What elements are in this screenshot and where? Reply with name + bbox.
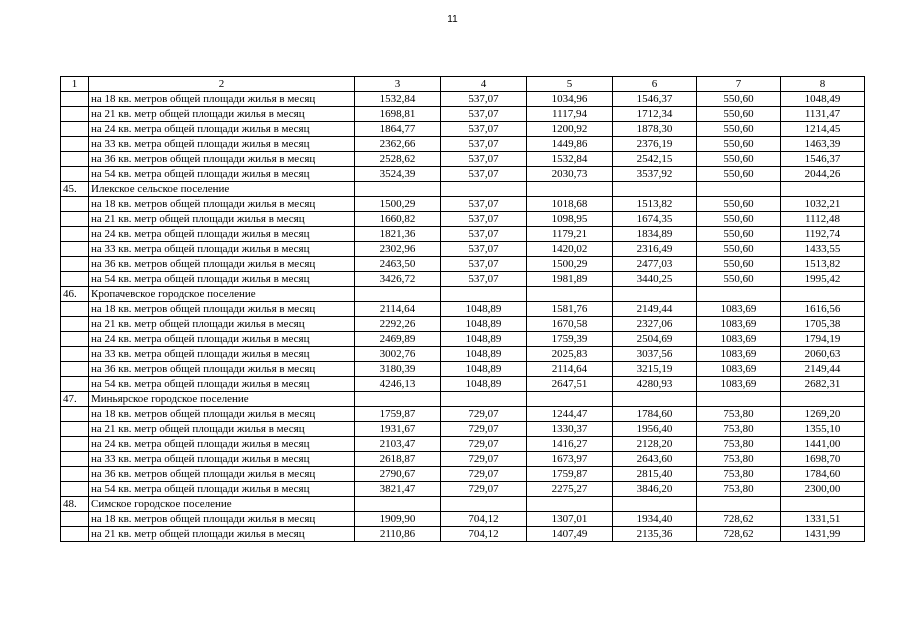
- table-row: [61, 167, 865, 182]
- value-cell: 1192,74: [781, 227, 865, 242]
- row-label: на 24 кв. метра общей площади жилья в месяц: [89, 332, 355, 347]
- empty-cell: [355, 497, 441, 512]
- value-cell: 1112,48: [781, 212, 865, 227]
- header-cell: 2: [89, 77, 355, 92]
- value-cell: 753,80: [697, 452, 781, 467]
- table-row: [61, 107, 865, 122]
- empty-cell: [61, 227, 89, 242]
- row-label: на 21 кв. метр общей площади жилья в месяц: [89, 527, 355, 542]
- row-label: на 33 кв. метра общей площади жилья в месяц: [89, 347, 355, 362]
- value-cell: 2300,00: [781, 482, 865, 497]
- table-row: [61, 527, 865, 542]
- value-cell: 1794,19: [781, 332, 865, 347]
- value-cell: 2618,87: [355, 452, 441, 467]
- value-cell: 2302,96: [355, 242, 441, 257]
- empty-cell: [527, 182, 613, 197]
- value-cell: 550,60: [697, 122, 781, 137]
- row-label: на 18 кв. метров общей площади жилья в месяц: [89, 197, 355, 212]
- value-cell: 1048,89: [441, 332, 527, 347]
- value-cell: 1200,92: [527, 122, 613, 137]
- value-cell: 1670,58: [527, 317, 613, 332]
- empty-cell: [697, 182, 781, 197]
- value-cell: 3426,72: [355, 272, 441, 287]
- value-cell: 1934,40: [613, 512, 697, 527]
- value-cell: 2149,44: [781, 362, 865, 377]
- table-row: [61, 512, 865, 527]
- value-cell: 704,12: [441, 527, 527, 542]
- value-cell: 537,07: [441, 212, 527, 227]
- value-cell: 2477,03: [613, 257, 697, 272]
- value-cell: 550,60: [697, 137, 781, 152]
- table-row: [61, 197, 865, 212]
- value-cell: 1546,37: [781, 152, 865, 167]
- row-label: на 33 кв. метра общей площади жилья в месяц: [89, 452, 355, 467]
- empty-cell: [441, 392, 527, 407]
- table-row: [61, 212, 865, 227]
- row-label: на 36 кв. метров общей площади жилья в месяц: [89, 467, 355, 482]
- value-cell: 1117,94: [527, 107, 613, 122]
- row-label: на 18 кв. метров общей площади жилья в месяц: [89, 407, 355, 422]
- section-number: 48.: [61, 497, 89, 512]
- empty-cell: [61, 422, 89, 437]
- value-cell: 1441,00: [781, 437, 865, 452]
- value-cell: 1532,84: [355, 92, 441, 107]
- section-title: Миньярское городское поселение: [89, 392, 355, 407]
- value-cell: 1032,21: [781, 197, 865, 212]
- value-cell: 1083,69: [697, 317, 781, 332]
- row-label: на 54 кв. метра общей площади жилья в месяц: [89, 167, 355, 182]
- empty-cell: [61, 482, 89, 497]
- table-body: [61, 77, 865, 542]
- value-cell: 1083,69: [697, 332, 781, 347]
- value-cell: 753,80: [697, 482, 781, 497]
- empty-cell: [613, 392, 697, 407]
- value-cell: 537,07: [441, 152, 527, 167]
- value-cell: 537,07: [441, 92, 527, 107]
- value-cell: 3440,25: [613, 272, 697, 287]
- value-cell: 537,07: [441, 137, 527, 152]
- value-cell: 1513,82: [613, 197, 697, 212]
- section-number: 47.: [61, 392, 89, 407]
- value-cell: 2362,66: [355, 137, 441, 152]
- section-row: [61, 287, 865, 302]
- value-cell: 2463,50: [355, 257, 441, 272]
- value-cell: 1834,89: [613, 227, 697, 242]
- value-cell: 550,60: [697, 107, 781, 122]
- value-cell: 1705,38: [781, 317, 865, 332]
- empty-cell: [61, 347, 89, 362]
- empty-cell: [781, 182, 865, 197]
- value-cell: 728,62: [697, 512, 781, 527]
- value-cell: 729,07: [441, 467, 527, 482]
- value-cell: 537,07: [441, 227, 527, 242]
- table-row: [61, 332, 865, 347]
- empty-cell: [61, 152, 89, 167]
- section-title: Илекское сельское поселение: [89, 182, 355, 197]
- section-row: [61, 182, 865, 197]
- value-cell: 1698,70: [781, 452, 865, 467]
- empty-cell: [61, 407, 89, 422]
- row-label: на 36 кв. метров общей площади жилья в месяц: [89, 152, 355, 167]
- table-row: [61, 272, 865, 287]
- value-cell: 2682,31: [781, 377, 865, 392]
- empty-cell: [61, 332, 89, 347]
- value-cell: 3215,19: [613, 362, 697, 377]
- value-cell: 537,07: [441, 107, 527, 122]
- table-row: [61, 317, 865, 332]
- value-cell: 1581,76: [527, 302, 613, 317]
- value-cell: 1048,49: [781, 92, 865, 107]
- row-label: на 24 кв. метра общей площади жилья в месяц: [89, 122, 355, 137]
- value-cell: 550,60: [697, 152, 781, 167]
- value-cell: 1048,89: [441, 377, 527, 392]
- value-cell: 550,60: [697, 212, 781, 227]
- value-cell: 537,07: [441, 257, 527, 272]
- value-cell: 550,60: [697, 272, 781, 287]
- value-cell: 1331,51: [781, 512, 865, 527]
- empty-cell: [61, 512, 89, 527]
- empty-cell: [781, 287, 865, 302]
- table-row: [61, 152, 865, 167]
- empty-cell: [61, 302, 89, 317]
- value-cell: 1083,69: [697, 377, 781, 392]
- value-cell: 1616,56: [781, 302, 865, 317]
- table-row: [61, 347, 865, 362]
- value-cell: 3524,39: [355, 167, 441, 182]
- section-title: Кропачевское городское поселение: [89, 287, 355, 302]
- header-cell: 4: [441, 77, 527, 92]
- value-cell: 2110,86: [355, 527, 441, 542]
- value-cell: 1759,87: [527, 467, 613, 482]
- value-cell: 1821,36: [355, 227, 441, 242]
- header-cell: 5: [527, 77, 613, 92]
- empty-cell: [61, 377, 89, 392]
- value-cell: 753,80: [697, 422, 781, 437]
- value-cell: 1784,60: [781, 467, 865, 482]
- section-row: [61, 392, 865, 407]
- value-cell: 2327,06: [613, 317, 697, 332]
- row-label: на 54 кв. метра общей площади жилья в месяц: [89, 377, 355, 392]
- value-cell: 1307,01: [527, 512, 613, 527]
- header-cell: 6: [613, 77, 697, 92]
- value-cell: 2316,49: [613, 242, 697, 257]
- value-cell: 1546,37: [613, 92, 697, 107]
- empty-cell: [61, 122, 89, 137]
- header-cell: 3: [355, 77, 441, 92]
- value-cell: 2292,26: [355, 317, 441, 332]
- row-label: на 18 кв. метров общей площади жилья в месяц: [89, 92, 355, 107]
- value-cell: 550,60: [697, 167, 781, 182]
- empty-cell: [61, 317, 89, 332]
- empty-cell: [61, 92, 89, 107]
- value-cell: 2149,44: [613, 302, 697, 317]
- value-cell: 1500,29: [527, 257, 613, 272]
- empty-cell: [697, 497, 781, 512]
- value-cell: 1083,69: [697, 302, 781, 317]
- header-cell: 7: [697, 77, 781, 92]
- empty-cell: [61, 257, 89, 272]
- value-cell: 2030,73: [527, 167, 613, 182]
- value-cell: 2376,19: [613, 137, 697, 152]
- value-cell: 2815,40: [613, 467, 697, 482]
- value-cell: 550,60: [697, 242, 781, 257]
- empty-cell: [355, 182, 441, 197]
- table-row: [61, 452, 865, 467]
- value-cell: 2643,60: [613, 452, 697, 467]
- table-row: [61, 92, 865, 107]
- empty-cell: [61, 437, 89, 452]
- value-cell: 753,80: [697, 437, 781, 452]
- value-cell: 1048,89: [441, 317, 527, 332]
- row-label: на 36 кв. метров общей площади жилья в месяц: [89, 257, 355, 272]
- table-row: [61, 122, 865, 137]
- empty-cell: [61, 212, 89, 227]
- value-cell: 729,07: [441, 407, 527, 422]
- value-cell: 1048,89: [441, 302, 527, 317]
- empty-cell: [61, 467, 89, 482]
- value-cell: 2044,26: [781, 167, 865, 182]
- value-cell: 1244,47: [527, 407, 613, 422]
- value-cell: 537,07: [441, 242, 527, 257]
- value-cell: 704,12: [441, 512, 527, 527]
- empty-cell: [61, 452, 89, 467]
- value-cell: 1083,69: [697, 362, 781, 377]
- value-cell: 1759,87: [355, 407, 441, 422]
- table-row: [61, 377, 865, 392]
- value-cell: 4246,13: [355, 377, 441, 392]
- row-label: на 24 кв. метра общей площади жилья в месяц: [89, 227, 355, 242]
- value-cell: 1449,86: [527, 137, 613, 152]
- value-cell: 2114,64: [355, 302, 441, 317]
- empty-cell: [781, 392, 865, 407]
- value-cell: 2060,63: [781, 347, 865, 362]
- value-cell: 1431,99: [781, 527, 865, 542]
- page-number: 11: [447, 14, 458, 25]
- value-cell: 1214,45: [781, 122, 865, 137]
- empty-cell: [61, 137, 89, 152]
- table-row: [61, 437, 865, 452]
- row-label: на 33 кв. метра общей площади жилья в месяц: [89, 137, 355, 152]
- empty-cell: [61, 107, 89, 122]
- value-cell: 2128,20: [613, 437, 697, 452]
- empty-cell: [355, 392, 441, 407]
- value-cell: 3537,92: [613, 167, 697, 182]
- value-cell: 1660,82: [355, 212, 441, 227]
- empty-cell: [61, 272, 89, 287]
- value-cell: 1712,34: [613, 107, 697, 122]
- value-cell: 550,60: [697, 92, 781, 107]
- value-cell: 1048,89: [441, 347, 527, 362]
- table-row: [61, 467, 865, 482]
- value-cell: 1956,40: [613, 422, 697, 437]
- value-cell: 1698,81: [355, 107, 441, 122]
- row-label: на 21 кв. метр общей площади жилья в месяц: [89, 317, 355, 332]
- value-cell: 2135,36: [613, 527, 697, 542]
- value-cell: 537,07: [441, 167, 527, 182]
- row-label: на 54 кв. метра общей площади жилья в месяц: [89, 482, 355, 497]
- value-cell: 2114,64: [527, 362, 613, 377]
- empty-cell: [61, 242, 89, 257]
- value-cell: 2275,27: [527, 482, 613, 497]
- value-cell: 1674,35: [613, 212, 697, 227]
- row-label: на 21 кв. метр общей площади жилья в месяц: [89, 212, 355, 227]
- table-row: [61, 407, 865, 422]
- table-row: [61, 422, 865, 437]
- value-cell: 3002,76: [355, 347, 441, 362]
- header-cell: 1: [61, 77, 89, 92]
- value-cell: 729,07: [441, 452, 527, 467]
- value-cell: 1878,30: [613, 122, 697, 137]
- empty-cell: [441, 287, 527, 302]
- table-row: [61, 227, 865, 242]
- value-cell: 537,07: [441, 197, 527, 212]
- value-cell: 1048,89: [441, 362, 527, 377]
- value-cell: 1330,37: [527, 422, 613, 437]
- value-cell: 1864,77: [355, 122, 441, 137]
- empty-cell: [527, 497, 613, 512]
- value-cell: 1513,82: [781, 257, 865, 272]
- value-cell: 537,07: [441, 272, 527, 287]
- empty-cell: [781, 497, 865, 512]
- row-label: на 24 кв. метра общей площади жилья в месяц: [89, 437, 355, 452]
- value-cell: 1034,96: [527, 92, 613, 107]
- header-row: [61, 77, 865, 92]
- value-cell: 753,80: [697, 407, 781, 422]
- section-number: 45.: [61, 182, 89, 197]
- empty-cell: [697, 392, 781, 407]
- empty-cell: [61, 362, 89, 377]
- value-cell: 2542,15: [613, 152, 697, 167]
- section-row: [61, 497, 865, 512]
- empty-cell: [441, 497, 527, 512]
- value-cell: 1784,60: [613, 407, 697, 422]
- value-cell: 3037,56: [613, 347, 697, 362]
- value-cell: 537,07: [441, 122, 527, 137]
- rates-table: [60, 76, 865, 542]
- value-cell: 3846,20: [613, 482, 697, 497]
- row-label: на 18 кв. метров общей площади жилья в месяц: [89, 512, 355, 527]
- value-cell: 550,60: [697, 257, 781, 272]
- table-row: [61, 302, 865, 317]
- value-cell: 2790,67: [355, 467, 441, 482]
- section-title: Симское городское поселение: [89, 497, 355, 512]
- value-cell: 2528,62: [355, 152, 441, 167]
- value-cell: 1909,90: [355, 512, 441, 527]
- value-cell: 4280,93: [613, 377, 697, 392]
- value-cell: 1269,20: [781, 407, 865, 422]
- row-label: на 21 кв. метр общей площади жилья в месяц: [89, 107, 355, 122]
- row-label: на 18 кв. метров общей площади жилья в месяц: [89, 302, 355, 317]
- value-cell: 550,60: [697, 197, 781, 212]
- value-cell: 729,07: [441, 482, 527, 497]
- value-cell: 1433,55: [781, 242, 865, 257]
- empty-cell: [61, 167, 89, 182]
- value-cell: 728,62: [697, 527, 781, 542]
- value-cell: 1500,29: [355, 197, 441, 212]
- table-row: [61, 257, 865, 272]
- value-cell: 1420,02: [527, 242, 613, 257]
- value-cell: 1179,21: [527, 227, 613, 242]
- value-cell: 2504,69: [613, 332, 697, 347]
- value-cell: 1416,27: [527, 437, 613, 452]
- row-label: на 21 кв. метр общей площади жилья в месяц: [89, 422, 355, 437]
- value-cell: 2025,83: [527, 347, 613, 362]
- value-cell: 1931,67: [355, 422, 441, 437]
- empty-cell: [613, 497, 697, 512]
- value-cell: 2469,89: [355, 332, 441, 347]
- empty-cell: [613, 182, 697, 197]
- header-cell: 8: [781, 77, 865, 92]
- value-cell: 3180,39: [355, 362, 441, 377]
- value-cell: 729,07: [441, 422, 527, 437]
- value-cell: 729,07: [441, 437, 527, 452]
- table-row: [61, 242, 865, 257]
- value-cell: 1355,10: [781, 422, 865, 437]
- row-label: на 33 кв. метра общей площади жилья в месяц: [89, 242, 355, 257]
- value-cell: 1981,89: [527, 272, 613, 287]
- value-cell: 1463,39: [781, 137, 865, 152]
- empty-cell: [355, 287, 441, 302]
- value-cell: 1018,68: [527, 197, 613, 212]
- empty-cell: [61, 197, 89, 212]
- empty-cell: [527, 392, 613, 407]
- value-cell: 1673,97: [527, 452, 613, 467]
- empty-cell: [61, 527, 89, 542]
- section-number: 46.: [61, 287, 89, 302]
- table-row: [61, 362, 865, 377]
- value-cell: 753,80: [697, 467, 781, 482]
- row-label: на 54 кв. метра общей площади жилья в месяц: [89, 272, 355, 287]
- table-row: [61, 482, 865, 497]
- value-cell: 1407,49: [527, 527, 613, 542]
- value-cell: 550,60: [697, 227, 781, 242]
- empty-cell: [697, 287, 781, 302]
- value-cell: 1131,47: [781, 107, 865, 122]
- empty-cell: [441, 182, 527, 197]
- value-cell: 1995,42: [781, 272, 865, 287]
- empty-cell: [527, 287, 613, 302]
- empty-cell: [613, 287, 697, 302]
- value-cell: 2103,47: [355, 437, 441, 452]
- value-cell: 3821,47: [355, 482, 441, 497]
- value-cell: 1098,95: [527, 212, 613, 227]
- value-cell: 1759,39: [527, 332, 613, 347]
- value-cell: 1532,84: [527, 152, 613, 167]
- value-cell: 1083,69: [697, 347, 781, 362]
- table-row: [61, 137, 865, 152]
- row-label: на 36 кв. метров общей площади жилья в месяц: [89, 362, 355, 377]
- value-cell: 2647,51: [527, 377, 613, 392]
